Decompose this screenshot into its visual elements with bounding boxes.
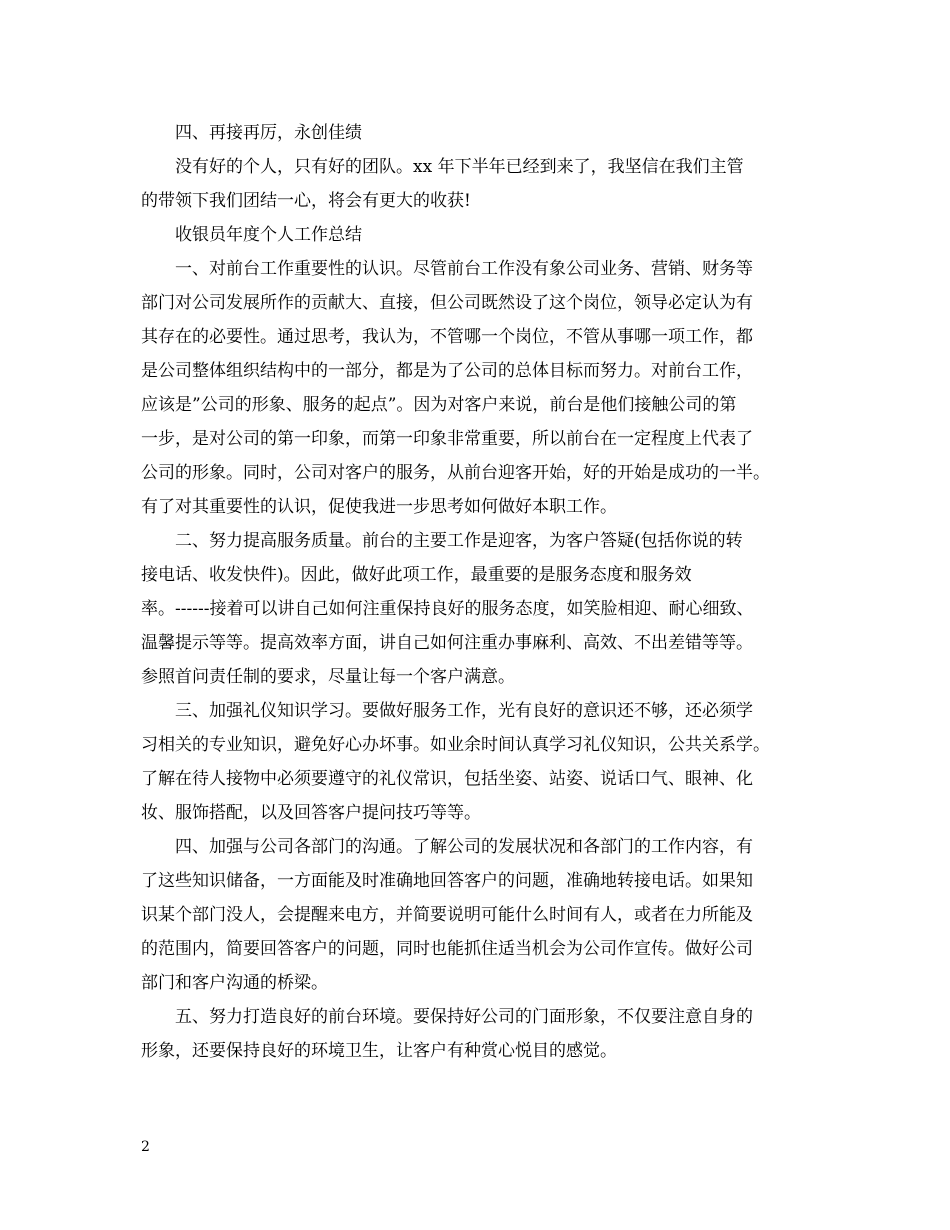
- paragraph-line: 的范围内，简要回答客户的问题，同时也能抓住适当机会为公司作宣传。做好公司: [141, 939, 753, 959]
- paragraph-line: 是公司整体组织结构中的一部分，都是为了公司的总体目标而努力。对前台工作，: [141, 361, 753, 381]
- section-heading: 四、再接再厉，永创佳绩: [175, 123, 362, 143]
- paragraph-line: 应该是”公司的形象、服务的起点”。因为对客户来说，前台是他们接触公司的第: [141, 395, 737, 415]
- paragraph-line: 形象，还要保持良好的环境卫生，让客户有种赏心悦目的感觉。: [141, 1041, 617, 1061]
- paragraph-line: 识某个部门没人，会提醒来电方，并简要说明可能什么时间有人，或者在力所能及: [141, 905, 753, 925]
- paragraph-line: 温馨提示等等。提高效率方面，讲自己如何注重办事麻利、高效、不出差错等等。: [141, 633, 753, 653]
- paragraph-line: 一步，是对公司的第一印象，而第一印象非常重要，所以前台在一定程度上代表了: [141, 429, 753, 449]
- paragraph-line: 了解在待人接物中必须要遵守的礼仪常识，包括坐姿、站姿、说话口气、眼神、化: [141, 769, 753, 789]
- paragraph-line: 二、努力提高服务质量。前台的主要工作是迎客，为客户答疑(包括你说的转: [175, 531, 743, 551]
- paragraph-line: 一、对前台工作重要性的认识。尽管前台工作没有象公司业务、营销、财务等: [175, 259, 753, 279]
- paragraph-line: 参照首问责任制的要求，尽量让每一个客户满意。: [141, 667, 515, 687]
- paragraph-line: 习相关的专业知识，避免好心办坏事。如业余时间认真学习礼仪知识，公共关系学。: [141, 735, 770, 755]
- paragraph-line: 有了对其重要性的认识，促使我进一步思考如何做好本职工作。: [141, 497, 617, 517]
- paragraph-line: 部门和客户沟通的桥梁。: [141, 973, 328, 993]
- paragraph-line: 五、努力打造良好的前台环境。要保持好公司的门面形象，不仅要注意自身的: [175, 1007, 753, 1027]
- paragraph-line: 率。------接着可以讲自己如何注重保持良好的服务态度，如笑脸相迎、耐心细致、: [141, 599, 754, 619]
- paragraph-line: 部门对公司发展所作的贡献大、直接，但公司既然设了这个岗位，领导必定认为有: [141, 293, 753, 313]
- document-body: [141, 116, 813, 1068]
- paragraph-line: 的带领下我们团结一心，将会有更大的收获!: [141, 191, 471, 211]
- paragraph-line: 妆、服饰搭配，以及回答客户提问技巧等等。: [141, 803, 481, 823]
- page-number: 2: [141, 1139, 150, 1155]
- document-title: 收银员年度个人工作总结: [175, 225, 362, 245]
- paragraph-line: 接电话、收发快件)。因此，做好此项工作，最重要的是服务态度和服务效: [141, 565, 692, 585]
- paragraph-line: 没有好的个人，只有好的团队。xx 年下半年已经到来了，我坚信在我们主管: [175, 157, 744, 177]
- paragraph-line: 公司的形象。同时，公司对客户的服务，从前台迎客开始，好的开始是成功的一半。: [141, 463, 770, 483]
- paragraph-line: 四、加强与公司各部门的沟通。了解公司的发展状况和各部门的工作内容，有: [175, 837, 753, 857]
- paragraph-line: 三、加强礼仪知识学习。要做好服务工作，光有良好的意识还不够，还必须学: [175, 701, 753, 721]
- paragraph-line: 其存在的必要性。通过思考，我认为，不管哪一个岗位，不管从事哪一项工作，都: [141, 327, 753, 347]
- paragraph-line: 了这些知识储备，一方面能及时准确地回答客户的问题，准确地转接电话。如果知: [141, 871, 753, 891]
